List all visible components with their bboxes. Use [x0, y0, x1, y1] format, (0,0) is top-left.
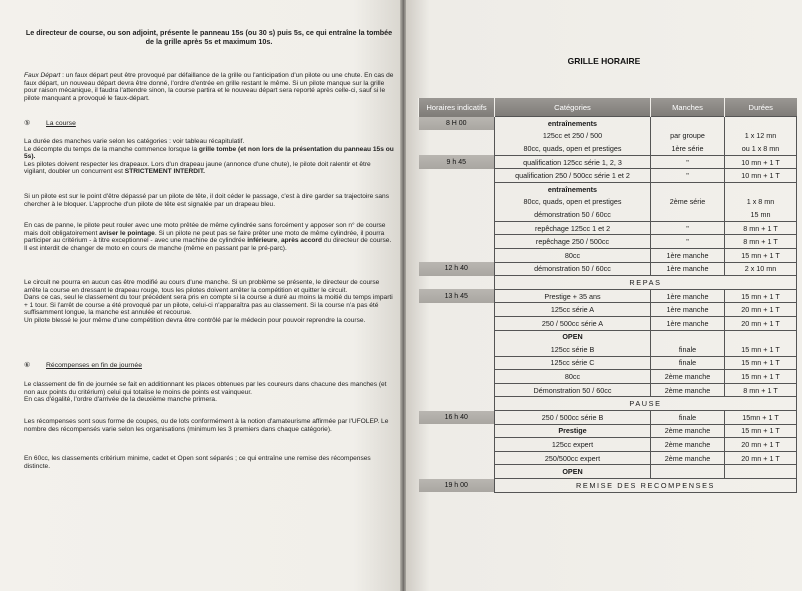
category-cell: Prestige + 35 ans: [495, 289, 651, 303]
duration-cell: 20 mn + 1 T: [725, 451, 797, 465]
manche-cell: 2ème manche: [651, 424, 725, 438]
duration-cell: 1 x 8 mn: [725, 196, 797, 209]
manche-cell: 1ère manche: [651, 289, 725, 303]
category-cell: 80cc, quads, open et prestiges: [495, 142, 651, 155]
category-cell: 125cc expert: [495, 438, 651, 452]
right-page: [406, 0, 802, 591]
duration-cell: 10 mn + 1 T: [725, 155, 797, 169]
section-number: ⑤: [24, 120, 31, 127]
rewards-rules: Le classement de fin de journée se fait en additionnant les places obtenues par les coureurs dans chacune des manches (et non aux points du critérium) celui qui totalise le moins de points est vainqueur. En cas d'égalité, l'ordre d'arrivée de la deuxième manche primera.: [24, 381, 387, 404]
time-cell: [419, 451, 495, 465]
duration-cell: 15 mn + 1 T: [725, 248, 797, 262]
table-row: [419, 235, 797, 249]
table-row: [419, 155, 797, 169]
time-cell: 13 h 45: [419, 289, 495, 303]
faux-depart-text: : un faux départ peut être provoqué par défaillance de la grille ou l'anticipation d'un pilote ou une chute. En cas de faux départ, un nouveau départ devra être donné, l'ordre d'entrée en grille restant le même. Si un pilote manque sur la grille pour raison mécanique, il faudra l'attendre sinon, la course partira et le nouveau départ sera reporté après celle-ci, sauf si le pilote manquant a provoqué le faux-départ.: [24, 72, 394, 102]
table-row: [419, 303, 797, 317]
table-row: [419, 208, 797, 221]
table-row: [419, 465, 797, 479]
table-row: [419, 182, 797, 195]
duration-cell: 15 mn: [725, 208, 797, 221]
table-row: [419, 289, 797, 303]
manche-cell: finale: [651, 411, 725, 425]
category-cell: 125cc et 250 / 500: [495, 130, 651, 143]
duration-cell: 15 mn + 1 T: [725, 370, 797, 384]
duration-cell: 15 mn + 1 T: [725, 289, 797, 303]
time-cell: [419, 383, 495, 397]
manche-cell: 1ère manche: [651, 262, 725, 276]
section-heading-rewards: [24, 362, 394, 370]
time-cell: [419, 208, 495, 221]
manche-cell: finale: [651, 343, 725, 356]
duration-cell: 10 mn + 1 T: [725, 169, 797, 183]
duration-cell: [725, 330, 797, 343]
duration-cell: 15mn + 1 T: [725, 411, 797, 425]
time-cell: [419, 465, 495, 479]
category-cell: 125cc série B: [495, 343, 651, 356]
course-rules: [24, 138, 394, 176]
section-label-cell: REPAS: [495, 276, 797, 290]
section-number: ⑥: [24, 362, 31, 369]
table-row: [419, 196, 797, 209]
category-cell: 250/500cc expert: [495, 451, 651, 465]
paragraph: Si un pilote est sur le point d'être dépassé par un pilote de tête, il doit céder le passage, c'est à dire garder sa trajectoire sans chercher à le bloquer. L'approche d'un pilote de tête est signalée par un drapeau bleu.: [24, 193, 390, 208]
section-label-cell: PAUSE: [495, 397, 797, 411]
column-header: Manches: [651, 98, 725, 117]
category-cell: entraînements: [495, 182, 651, 195]
manche-cell: 2ème manche: [651, 451, 725, 465]
table-row: [419, 262, 797, 276]
manche-cell: [651, 117, 725, 130]
manche-cell: ": [651, 169, 725, 183]
time-cell: [419, 142, 495, 155]
time-cell: [419, 303, 495, 317]
table-row: [419, 424, 797, 438]
table-row: [419, 343, 797, 356]
category-cell: qualification 125cc série 1, 2, 3: [495, 155, 651, 169]
paragraph: En 60cc, les classements critérium minime, cadet et Open sont séparés ; ce qui entraîne une remise des récompenses distincte.: [24, 455, 371, 470]
duration-cell: 1 x 12 mn: [725, 130, 797, 143]
table-row: [419, 411, 797, 425]
paragraph: Les récompenses sont sous forme de coupes, ou de lots conformément à la notion d'amateurisme affirmée par l'UFOLEP. Le nombre des récompensés varie selon les organisations (minimum les 3 premiers dans chaque catégorie).: [24, 418, 389, 433]
manche-cell: 1ère manche: [651, 303, 725, 317]
category-cell: OPEN: [495, 330, 651, 343]
table-row: [419, 479, 797, 493]
time-cell: [419, 397, 495, 411]
time-cell: [419, 248, 495, 262]
duration-cell: [725, 465, 797, 479]
category-cell: repêchage 250 / 500cc: [495, 235, 651, 249]
table-row: [419, 438, 797, 452]
manche-cell: [651, 330, 725, 343]
manche-cell: 1ère manche: [651, 248, 725, 262]
category-cell: qualification 250 / 500cc série 1 et 2: [495, 169, 651, 183]
table-row: [419, 330, 797, 343]
category-cell: 250 / 500cc série A: [495, 316, 651, 330]
time-cell: [419, 130, 495, 143]
manche-cell: 1ère série: [651, 142, 725, 155]
time-cell: [419, 316, 495, 330]
time-cell: 8 H 00: [419, 117, 495, 130]
time-cell: [419, 370, 495, 384]
table-row: [419, 142, 797, 155]
time-cell: [419, 343, 495, 356]
duration-cell: 20 mn + 1 T: [725, 316, 797, 330]
duration-cell: 8 mn + 1 T: [725, 235, 797, 249]
section-label-cell: REMISE DES RECOMPENSES: [495, 479, 797, 493]
manche-cell: 1ère manche: [651, 316, 725, 330]
duration-cell: [725, 182, 797, 195]
faux-depart-paragraph: [24, 72, 394, 102]
section-title: Récompenses en fin de journée: [46, 362, 142, 369]
faux-depart-label: Faux Départ: [24, 72, 61, 79]
column-header: Durées: [725, 98, 797, 117]
table-row: [419, 356, 797, 370]
category-cell: Démonstration 50 / 60cc: [495, 383, 651, 397]
table-row: [419, 451, 797, 465]
category-cell: 80cc, quads, open et prestiges: [495, 196, 651, 209]
time-cell: [419, 356, 495, 370]
duration-cell: 20 mn + 1 T: [725, 438, 797, 452]
manche-cell: [651, 465, 725, 479]
table-row: [419, 276, 797, 290]
paragraph: Le circuit ne pourra en aucun cas être modifié au cours d'une manche. Si un problème se présente, le directeur de course arrête la course en dressant le drapeau rouge, tous les pilotes doivent arrêter la compétition et quitter le circuit. Dans ce cas, seul le classement du tour précédent sera pris en compte si la course a duré au moins la moitié du temps imparti + 1 tour. Si l'arrêt de course a été provoqué par un pilote, celui-ci n'apparaîtra pas au classement. Si la course n'a pas été suffisamment longue, la manche est annulée et recourue. Un pilote blessé le jour même d'une compétition devra être contrôlé par le médecin pour pouvoir reprendre la course.: [24, 279, 393, 324]
time-cell: [419, 424, 495, 438]
table-row: [419, 383, 797, 397]
category-cell: 80cc: [495, 370, 651, 384]
duration-cell: 15 mn + 1 T: [725, 356, 797, 370]
table-row: [419, 169, 797, 183]
duration-cell: 20 mn + 1 T: [725, 303, 797, 317]
time-cell: [419, 330, 495, 343]
time-cell: [419, 276, 495, 290]
manche-cell: finale: [651, 356, 725, 370]
category-cell: 250 / 500cc série B: [495, 411, 651, 425]
table-header-row: [419, 98, 797, 117]
time-cell: [419, 182, 495, 195]
section-title: La course: [46, 120, 76, 127]
time-cell: [419, 221, 495, 235]
category-cell: repêchage 125cc 1 et 2: [495, 221, 651, 235]
category-cell: 80cc: [495, 248, 651, 262]
time-cell: 12 h 40: [419, 262, 495, 276]
category-cell: entraînements: [495, 117, 651, 130]
page-header-text: Le directeur de course, ou son adjoint, présente le panneau 15s (ou 30 s) puis 5s, ce qui entraîne la tombée de la grille après 5s et maximum 10s.: [25, 28, 393, 46]
time-cell: [419, 169, 495, 183]
paragraph: Les pilotes doivent respecter les drapeaux. Lors d'un drapeau jaune (annonce d'une chute), le pilote doit ralentir et être vigilant, doubler un concurrent est STRICTEMENT INTERDIT.: [24, 160, 371, 176]
manche-cell: par groupe: [651, 130, 725, 143]
manche-cell: 2ème manche: [651, 438, 725, 452]
category-cell: 125cc série C: [495, 356, 651, 370]
column-header: Horaires indicatifs: [419, 98, 495, 117]
category-cell: démonstration 50 / 60cc: [495, 208, 651, 221]
time-cell: [419, 196, 495, 209]
category-cell: 125cc série A: [495, 303, 651, 317]
manche-cell: 2ème manche: [651, 383, 725, 397]
table-row: [419, 221, 797, 235]
duration-cell: 15 mn + 1 T: [725, 343, 797, 356]
duration-cell: ou 1 x 8 mn: [725, 142, 797, 155]
manche-cell: ": [651, 221, 725, 235]
schedule-table: [418, 98, 797, 493]
time-cell: 16 h 40: [419, 411, 495, 425]
manche-cell: [651, 208, 725, 221]
manche-cell: 2ème manche: [651, 370, 725, 384]
category-cell: démonstration 50 / 60cc: [495, 262, 651, 276]
table-row: [419, 130, 797, 143]
duration-cell: 8 mn + 1 T: [725, 221, 797, 235]
category-cell: Prestige: [495, 424, 651, 438]
time-cell: [419, 235, 495, 249]
table-row: [419, 117, 797, 130]
manche-cell: ": [651, 235, 725, 249]
table-row: [419, 370, 797, 384]
duration-cell: [725, 117, 797, 130]
schedule-title: GRILLE HORAIRE: [567, 56, 641, 66]
time-cell: [419, 438, 495, 452]
section-heading-course: [24, 120, 394, 128]
paragraph: La durée des manches varie selon les catégories : voir tableau récapitulatif.: [24, 138, 245, 145]
manche-cell: 2ème série: [651, 196, 725, 209]
time-cell: 9 h 45: [419, 155, 495, 169]
category-cell: OPEN: [495, 465, 651, 479]
duration-cell: 15 mn + 1 T: [725, 424, 797, 438]
duration-cell: 2 x 10 mn: [725, 262, 797, 276]
time-cell: 19 h 00: [419, 479, 495, 493]
duration-cell: 8 mn + 1 T: [725, 383, 797, 397]
table-row: [419, 316, 797, 330]
table-row: [419, 248, 797, 262]
paragraph: Le décompte du temps de la manche commence lorsque la grille tombe (et non lors de la présentation du panneau 15s ou 5s).: [24, 145, 394, 161]
column-header: Catégories: [495, 98, 651, 117]
table-row: [419, 397, 797, 411]
manche-cell: ": [651, 155, 725, 169]
paragraph: En cas de panne, le pilote peut rouler avec une moto prêtée de même cylindrée sans forcément y apposer son n° de course mais doit obligatoirement aviser le pointage. Si un pilote ne peut pas se faire prêter une moto de même cylindrée, il pourra participer au critérium - à titre exceptionnel - avec une machine de cylindrée inférieure, après accord du directeur de course. Il est interdit de changer de moto en cours de manche (même en passant par le pré-parc).: [24, 222, 392, 252]
manche-cell: [651, 182, 725, 195]
